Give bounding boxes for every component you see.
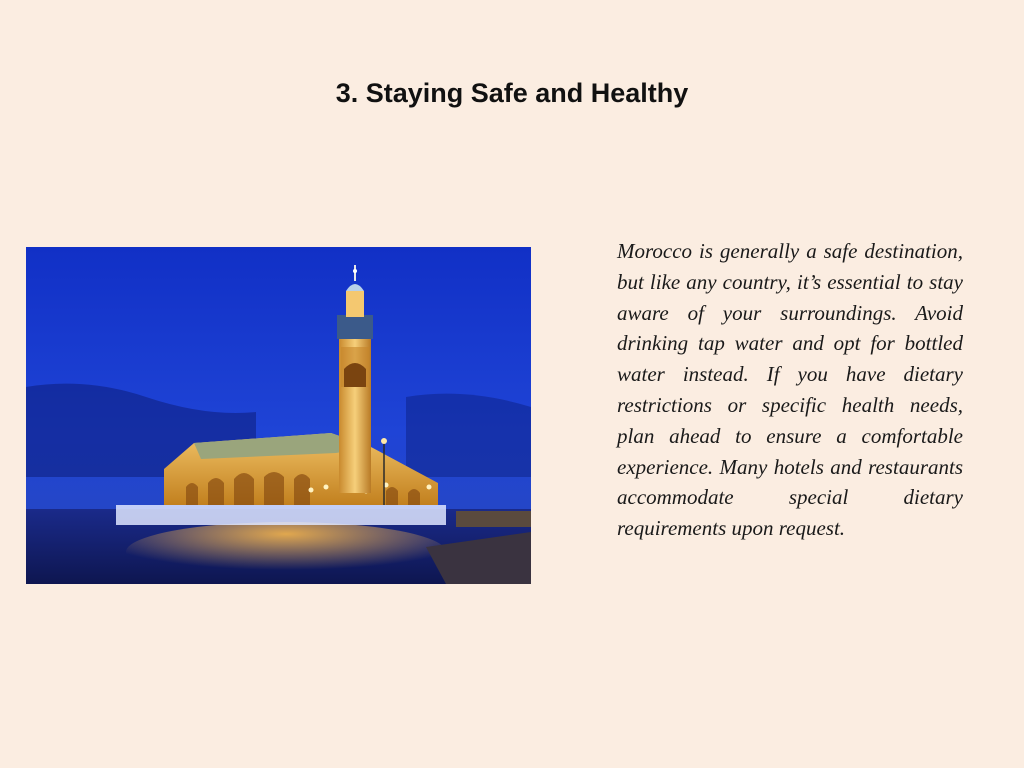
minaret-arch — [344, 363, 366, 387]
pier — [456, 511, 531, 527]
light-reflection — [126, 522, 446, 582]
embankment — [116, 505, 446, 525]
slide-title: 3. Staying Safe and Healthy — [335, 78, 689, 108]
lamp-post-light — [381, 438, 387, 444]
cloud — [406, 394, 531, 477]
body-paragraph: Morocco is generally a safe destination, but like any country, it’s essential to stay aware of your surroundings. Avoid drinking tap water and opt for bottled water instead. If you have dietary restrictions or specific health needs, plan ahead to ensure a comfortable experience. Many hotels and restaurants accommodate special dietary requirements upon request. — [617, 239, 963, 541]
minaret-finial — [353, 269, 357, 273]
mosque-photo — [26, 247, 531, 584]
minaret-tile-band — [337, 315, 373, 339]
minaret-lantern — [346, 291, 364, 317]
mosque-illustration — [26, 247, 531, 584]
minaret — [339, 315, 371, 493]
